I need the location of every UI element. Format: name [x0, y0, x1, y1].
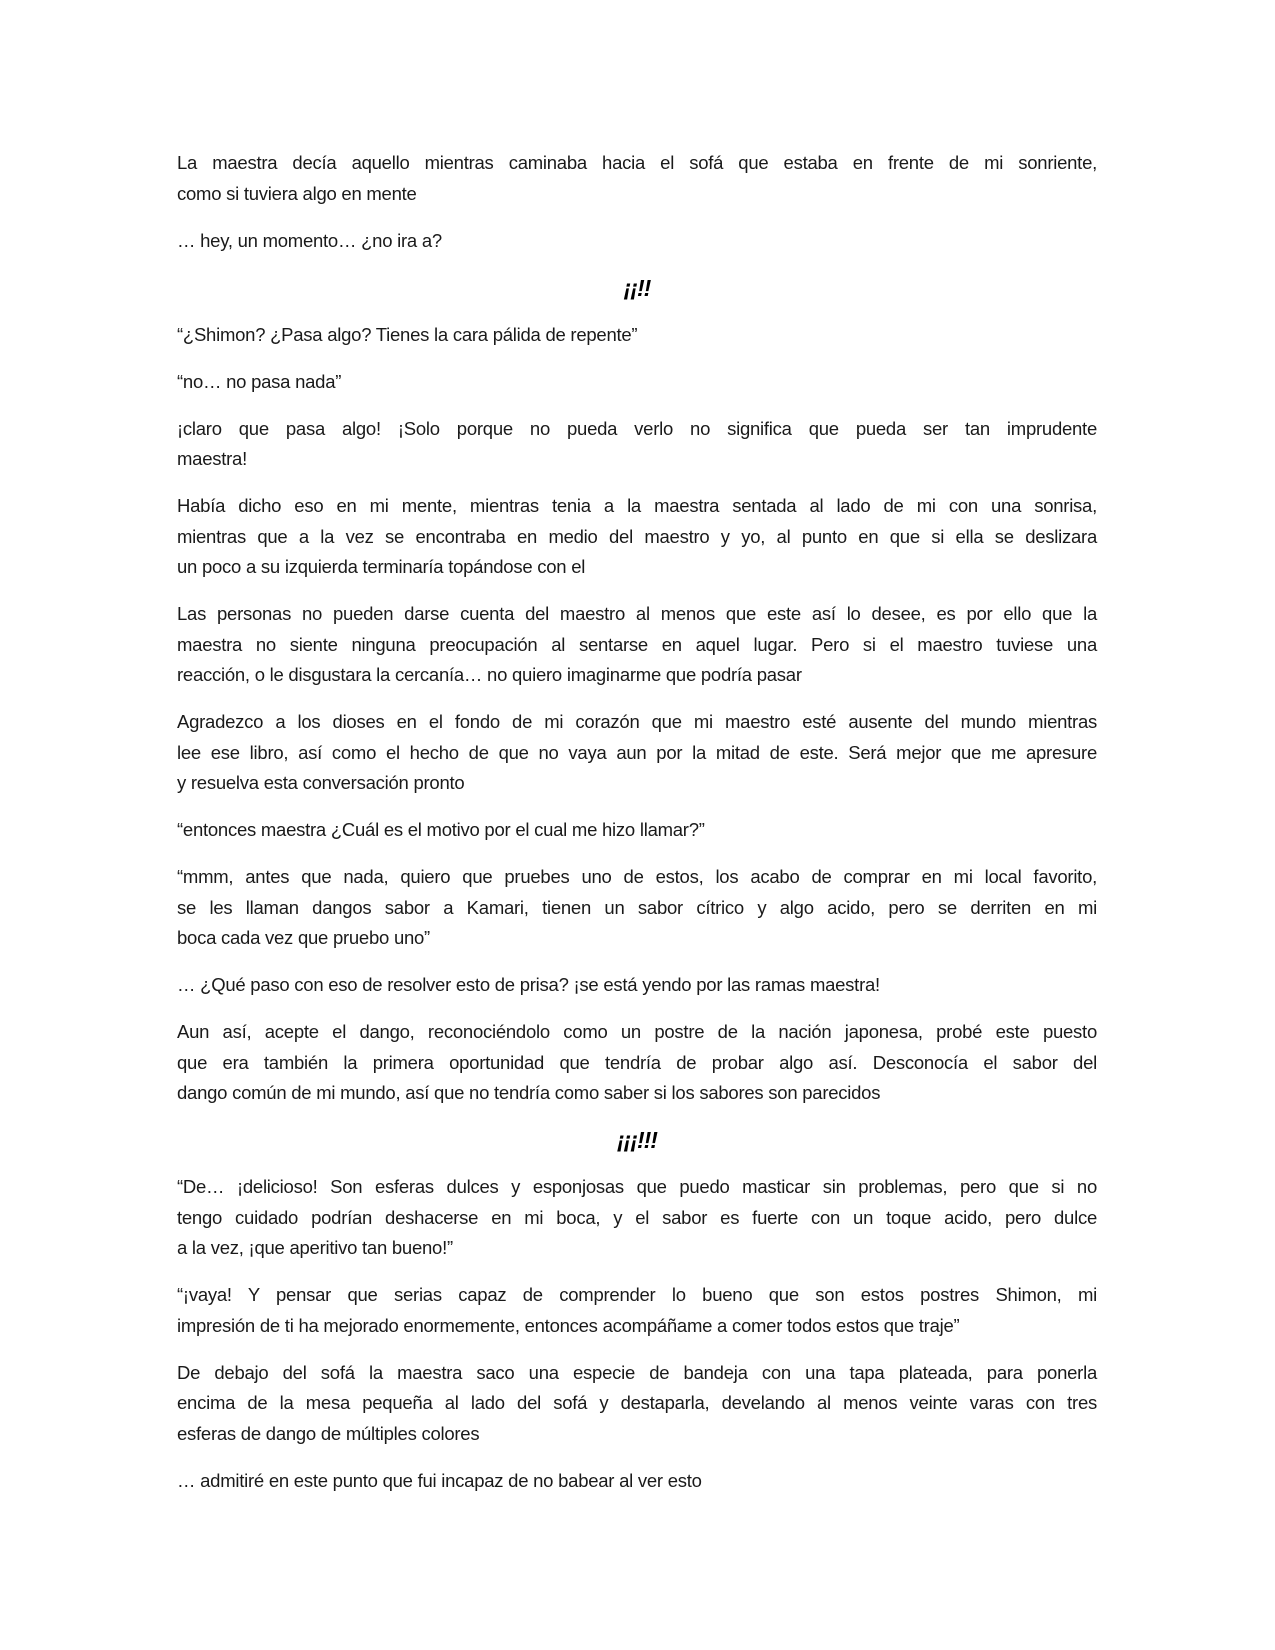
paragraph-line: encima de la mesa pequeña al lado del sofá y destaparla, develando al menos veinte varas con tres [177, 1392, 1097, 1413]
paragraph-line: lee ese libro, así como el hecho de que no vaya aun por la mitad de este. Será mejor que me apresure [177, 741, 1097, 763]
paragraph-line: “¿Shimon? ¿Pasa algo? Tienes la cara pálida de repente” [177, 323, 638, 345]
paragraph-line: … hey, un momento… ¿no ira a? [177, 229, 442, 251]
paragraph [177, 320, 1097, 351]
paragraph-line: impresión de ti ha mejorado enormemente, entonces acompáñame a comer todos estos que traje” [177, 1314, 960, 1336]
paragraph-line: Aun así, acepte el dango, reconociéndolo como un postre de la nación japonesa, probé este puesto [177, 1021, 1097, 1042]
paragraph [177, 367, 1097, 398]
paragraph [177, 970, 1097, 1001]
paragraph [177, 414, 1097, 475]
document-page [177, 148, 1097, 1513]
paragraph [177, 148, 1097, 209]
paragraph-line: un poco a su izquierda terminaría topándose con el [177, 556, 586, 577]
paragraph [177, 707, 1097, 799]
paragraph-line: como si tuviera algo en mente [177, 182, 417, 204]
paragraph-line: “¡vaya! Y pensar que serias capaz de comprender lo bueno que son estos postres Shimon, mi [177, 1284, 1097, 1305]
paragraph-line: … admitiré en este punto que fui incapaz de no babear al ver esto [177, 1469, 702, 1491]
paragraph [177, 1172, 1097, 1264]
paragraph-line: “mmm, antes que nada, quiero que pruebes uno de estos, los acabo de comprar en mi local favorito, [177, 866, 1097, 887]
scene-separator: ¡¡!! [623, 274, 651, 301]
paragraph [177, 1017, 1097, 1109]
paragraph-line: dango común de mi mundo, así que no tendría como saber si los sabores son parecidos [177, 1082, 881, 1103]
paragraph [177, 815, 1097, 846]
paragraph-line: esferas de dango de múltiples colores [177, 1422, 480, 1444]
paragraph-line: Las personas no pueden darse cuenta del maestro al menos que este así lo desee, es por ello que la [177, 603, 1097, 624]
paragraph-line: Agradezco a los dioses en el fondo de mi corazón que mi maestro esté ausente del mundo mientras [177, 711, 1097, 732]
paragraph-line: Había dicho eso en mi mente, mientras tenia a la maestra sentada al lado de mi con una sonrisa, [177, 495, 1097, 516]
paragraph-line: tengo cuidado podrían deshacerse en mi boca, y el sabor es fuerte con un toque acido, pero dulce [177, 1206, 1097, 1228]
paragraph-line: “no… no pasa nada” [177, 370, 342, 392]
paragraph-line: a la vez, ¡que aperitivo tan bueno!” [177, 1237, 453, 1258]
paragraph [177, 1358, 1097, 1450]
paragraph-line: “De… ¡delicioso! Son esferas dulces y esponjosas que puedo masticar sin problemas, pero que si no [177, 1176, 1097, 1197]
paragraph-line: … ¿Qué paso con eso de resolver esto de prisa? ¡se está yendo por las ramas maestra! [177, 974, 880, 995]
paragraph-line: ¡claro que pasa algo! ¡Solo porque no pueda verlo no significa que pueda ser tan imprudente [177, 417, 1097, 439]
paragraph-line: mientras que a la vez se encontraba en medio del maestro y yo, al punto en que si ella se deslizara [177, 525, 1097, 547]
paragraph [177, 491, 1097, 583]
paragraph [177, 862, 1097, 954]
paragraph-line: maestra! [177, 448, 247, 469]
paragraph [177, 1280, 1097, 1341]
paragraph-line: se les llaman dangos sabor a Kamari, tienen un sabor cítrico y algo acido, pero se derriten en mi [177, 896, 1097, 918]
paragraph-line: maestra no siente ninguna preocupación al sentarse en aquel lugar. Pero si el maestro tuviese una [177, 633, 1097, 655]
paragraph-line: reacción, o le disgustara la cercanía… no quiero imaginarme que podría pasar [177, 664, 802, 685]
scene-separator: ¡¡¡!!! [617, 1127, 657, 1153]
paragraph-line: boca cada vez que pruebo uno” [177, 927, 430, 948]
paragraph-line: que era también la primera oportunidad que tendría de probar algo así. Desconocía el sabor del [177, 1051, 1097, 1073]
paragraph [177, 226, 1097, 257]
paragraph-line: De debajo del sofá la maestra saco una especie de bandeja con una tapa plateada, para ponerla [177, 1361, 1097, 1383]
paragraph-line: “entonces maestra ¿Cuál es el motivo por el cual me hizo llamar?” [177, 819, 705, 840]
paragraph-line: y resuelva esta conversación pronto [177, 772, 465, 793]
paragraph [177, 1466, 1097, 1497]
paragraph-line: La maestra decía aquello mientras caminaba hacia el sofá que estaba en frente de mi sonriente, [177, 152, 1097, 173]
paragraph [177, 599, 1097, 691]
